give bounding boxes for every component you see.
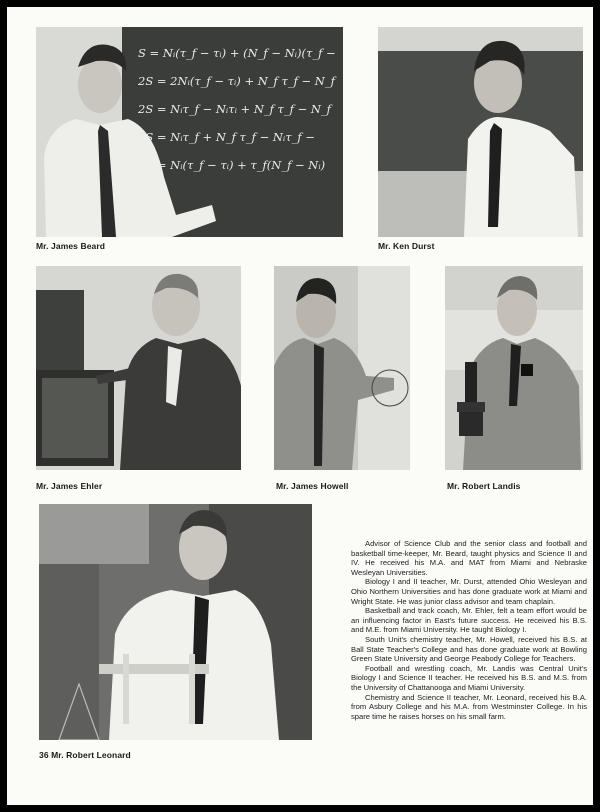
- caption-robert-landis: Mr. Robert Landis: [447, 481, 521, 491]
- caption-ken-durst: Mr. Ken Durst: [378, 241, 435, 251]
- bio-paragraph-durst: Biology I and II teacher, Mr. Durst, attended Ohio Wesleyan and Ohio Northern Universities and has done graduate work at Miami and Wright State. He was junior class advisor and team chaplain.: [351, 577, 587, 606]
- chalkboard-equations: [138, 39, 343, 179]
- caption-james-ehler: Mr. James Ehler: [36, 481, 103, 491]
- equation-line: 2S = Nᵢτ_f − Nᵢτᵢ + N_f τ_f − N_f: [138, 102, 331, 116]
- page-number: 36: [39, 750, 49, 760]
- caption-robert-leonard: [39, 750, 131, 760]
- photo-robert-landis: [445, 266, 583, 470]
- faculty-bios: [351, 539, 587, 721]
- caption-james-howell: Mr. James Howell: [276, 481, 349, 491]
- photo-james-ehler: [36, 266, 241, 470]
- photo-robert-leonard: [39, 504, 312, 740]
- bio-paragraph-ehler: Basketball and track coach, Mr. Ehler, felt a team effort would be an influencing factor in East's future success. He received his B.S. and M.E. from Miami University. He taught Biology I.: [351, 606, 587, 635]
- bio-paragraph-landis: Football and wrestling coach, Mr. Landis was Central Unit's Biology I and Science II teacher. He received his B.S. and M.S. from the University of Chattanooga and Miami University.: [351, 663, 587, 692]
- equation-line: 2S = 2Nᵢ(τ_f − τᵢ) + N_f τ_f − N_f: [138, 74, 335, 88]
- yearbook-page: [7, 7, 593, 805]
- photo-ken-durst: [378, 27, 583, 237]
- bio-paragraph-howell: South Unit's chemistry teacher, Mr. Howell, received his B.S. at Ball State Teacher's College and has done graduate work at Bowling Green State University and George Peabody College for Teachers.: [351, 634, 587, 664]
- equation-line: S = Nᵢ(τ_f − τᵢ) + (N_f − Nᵢ)(τ_f −: [138, 46, 336, 60]
- caption-robert-leonard-text: Mr. Robert Leonard: [51, 750, 131, 760]
- equation-line: 2S = Nᵢ(τ_f − τᵢ) + τ_f(N_f − Nᵢ): [138, 158, 326, 172]
- bio-paragraph-leonard: Chemistry and Science II teacher, Mr. Leonard, received his B.A. from Asbury College and his M.A. from Westminster College. In his spare time he raises horses on his small farm.: [351, 692, 587, 721]
- equation-line: 2S = Nᵢτ_f + N_f τ_f − Nᵢτ_f −: [138, 130, 315, 144]
- caption-james-beard: Mr. James Beard: [36, 241, 106, 251]
- photo-james-beard: [36, 27, 343, 237]
- bio-paragraph-beard: Advisor of Science Club and the senior class and football and basketball time-keeper, Mr. Beard, taught physics and Science II and IV. He received his M.A. and MAT from Miami and Nebraske Wesleyan Universities.: [351, 539, 587, 577]
- photo-james-howell: [274, 266, 410, 470]
